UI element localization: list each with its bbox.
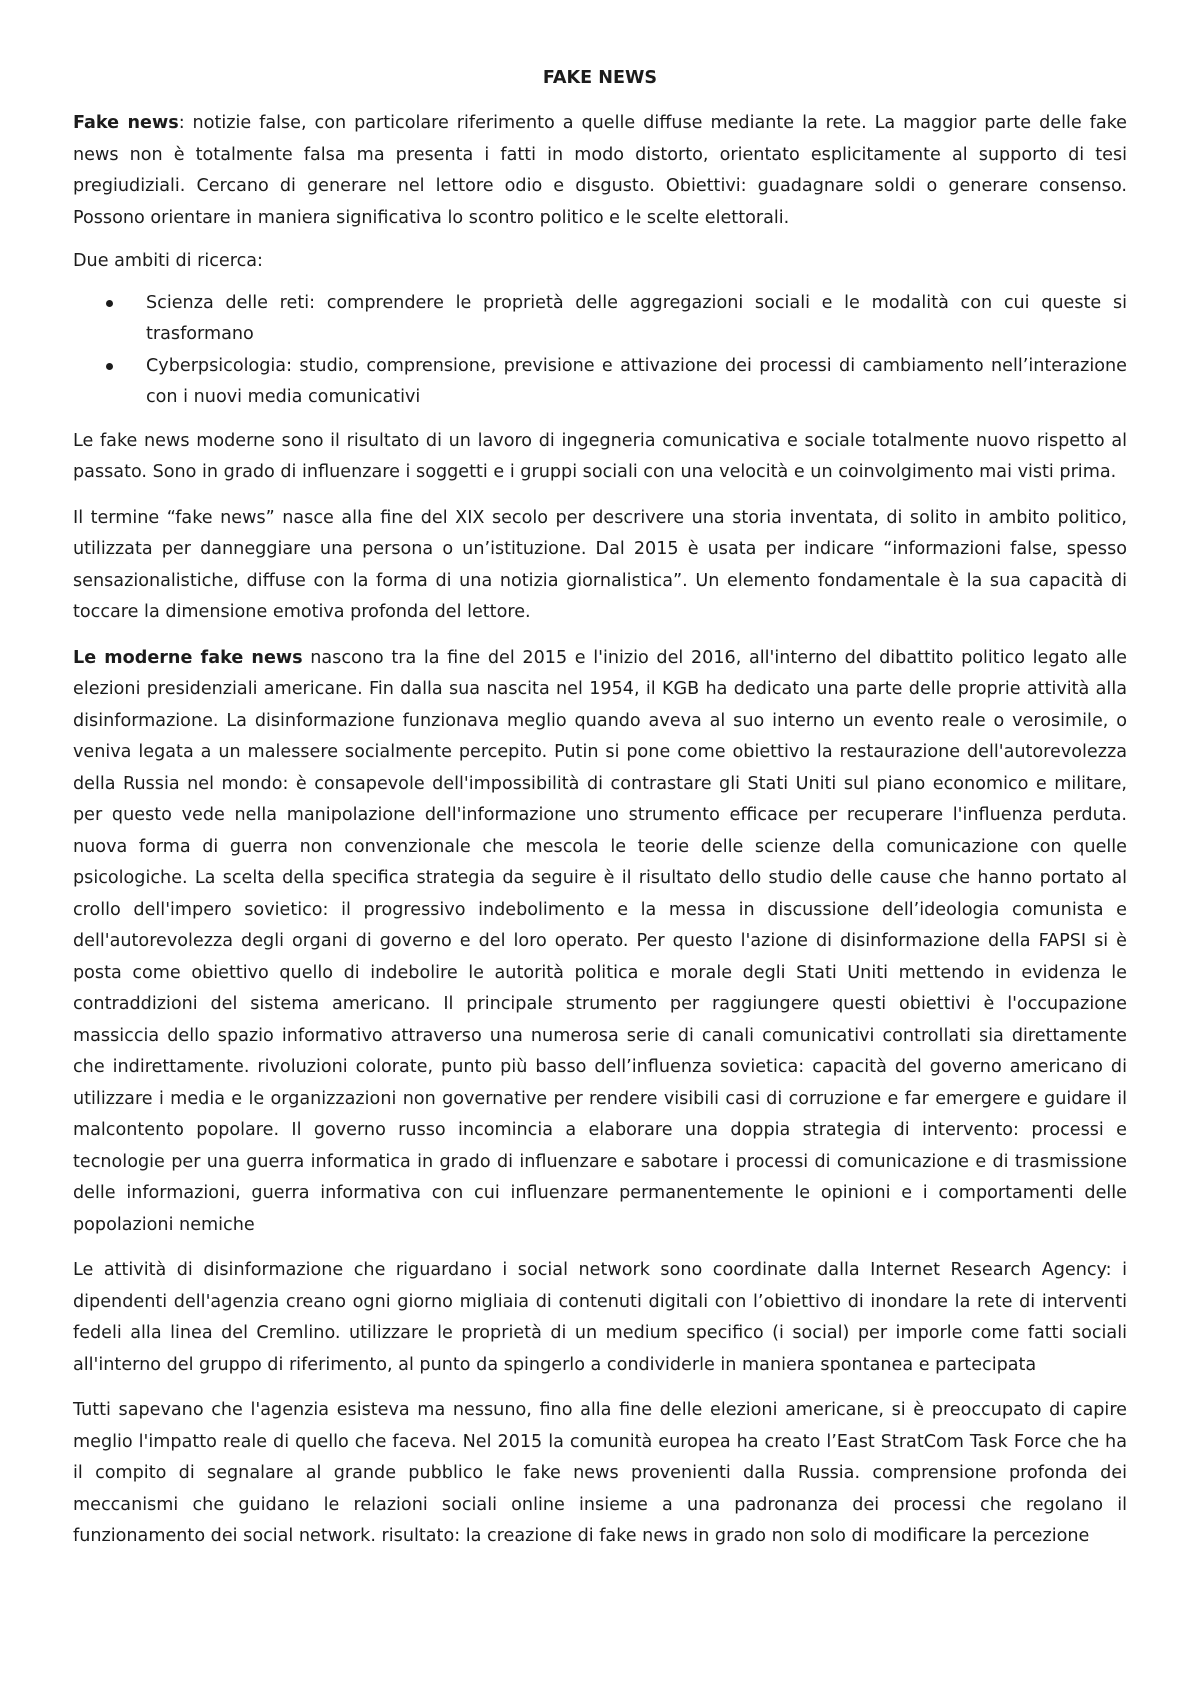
list-item: [73, 351, 1127, 414]
ambiti-intro: Due ambiti di ricerca:: [73, 251, 263, 271]
document-page: [73, 66, 1127, 1553]
definition-text: : notizie false, con particolare riferimento a quelle diffuse mediante la rete. La maggior parte delle fake news non è totalmente falsa ma presenta i fatti in modo distorto, orientato esplicitamente al supporto di tesi pregiudiziali. Cercano di generare nel lettore odio e disgusto. Obiettivi: guadagnare soldi o generare consenso. Possono orientare in maniera significativa lo scontro politico e le scelte elettorali.: [73, 113, 1127, 228]
list-item-text: Cyberpsicologia: studio, comprensione, previsione e attivazione dei processi di cambiamento nell’interazione con i nuovi media comunicativi: [146, 355, 1127, 407]
paragraph-ira: Le attività di disinformazione che riguardano i social network sono coordinate dalla Internet Research Agency: i dipendenti dell'agenzia creano ogni giorno migliaia di contenuti digitali con l’obiettivo di inondare la rete di interventi fedeli alla linea del Cremlino. utilizzare le proprietà di un medium specifico (i social) per imporle come fatti sociali all'interno del gruppo di riferimento, al punto da spingerlo a condividerle in maniera spontanea e partecipata: [73, 1260, 1127, 1375]
bullet-icon: [106, 300, 113, 307]
list-item: [73, 288, 1127, 351]
paragraph-nascita: [73, 643, 1127, 1242]
paragraph-tutti: Tutti sapevano che l'agenzia esisteva ma nessuno, fino alla fine delle elezioni americane, si è preoccupato di capire meglio l'impatto reale di quello che faceva. Nel 2015 la comunità europea ha creato l’East StratCom Task Force che ha il compito di segnalare al grande pubblico le fake news provenienti dalla Russia. comprensione profonda dei meccanismi che guidano le relazioni sociali online insieme a una padronanza dei processi che regolano il funzionamento dei social network. risultato: la creazione di fake news in grado non solo di modificare la percezione: [73, 1400, 1127, 1546]
definition-term: Fake news: [73, 113, 179, 133]
bullet-icon: [106, 363, 113, 370]
document-title: FAKE NEWS: [542, 68, 658, 88]
paragraph-nascita-lead: Le moderne fake news: [73, 647, 303, 668]
list-item-text: Scienza delle reti: comprendere le proprietà delle aggregazioni sociali e le modalità con cui queste si trasformano: [146, 292, 1127, 344]
paragraph-nascita-text: nascono tra la fine del 2015 e l'inizio del 2016, all'interno del dibattito politico legato alle elezioni presidenziali americane. Fin dalla sua nascita nel 1954, il KGB ha dedicato una parte delle proprie attività alla disinformazione. La disinformazione funzionava meglio quando aveva al suo interno un evento reale o verosimile, o veniva legata a un malessere socialmente percepito. Putin si pone come obiettivo la restaurazione dell'autorevolezza della Russia nel mondo: è consapevole dell'impossibilità di contrastare gli Stati Uniti sul piano economico e militare, per questo vede nella manipolazione dell'informazione uno strumento efficace per recuperare l'influenza perduta. nuova forma di guerra non convenzionale che mescola le teorie delle scienze della comunicazione con quelle psicologiche. La scelta della specifica strategia da seguire è il risultato dello studio delle cause che hanno portato al crollo dell'impero sovietico: il progressivo indebolimento e la messa in discussione dell’ideologia comunista e dell'autorevolezza degli organi di governo e del loro operato. Per questo l'azione di disinformazione della FAPSI si è posta come obiettivo quello di indebolire le autorità politica e morale degli Stati Uniti mettendo in evidenza le contraddizioni del sistema americano. Il principale strumento per raggiungere questi obiettivi è l'occupazione massiccia dello spazio informativo attraverso una numerosa serie di canali comunicativi controllati sia direttamente che indirettamente. rivoluzioni colorate, punto più basso dell’influenza sovietica: capacità del governo americano di utilizzare i media e le organizzazioni non governative per rendere visibili casi di corruzione e far emergere e guidare il malcontento popolare. Il governo russo incomincia a elaborare una doppia strategia di intervento: processi e tecnologie per una guerra informatica in grado di influenzare e sabotare i processi di comunicazione e di trasmissione delle informazioni, guerra informativa con cui influenzare permanentemente le opinioni e i comportamenti delle popolazioni nemiche: [73, 647, 1127, 1235]
definition-paragraph: [73, 108, 1127, 234]
ambiti-list: [73, 288, 1127, 414]
paragraph-moderne: Le fake news moderne sono il risultato di un lavoro di ingegneria comunicativa e sociale totalmente nuovo rispetto al passato. Sono in grado di influenzare i soggetti e i gruppi sociali con una velocità e un coinvolgimento mai visti prima.: [73, 430, 1127, 482]
paragraph-termine: Il termine “fake news” nasce alla fine del XIX secolo per descrivere una storia inventata, di solito in ambito politico, utilizzata per danneggiare una persona o un’istituzione. Dal 2015 è usata per indicare “informazioni false, spesso sensazionalistiche, diffuse con la forma di una notizia giornalistica”. Un elemento fondamentale è la sua capacità di toccare la dimensione emotiva profonda del lettore.: [73, 507, 1127, 622]
